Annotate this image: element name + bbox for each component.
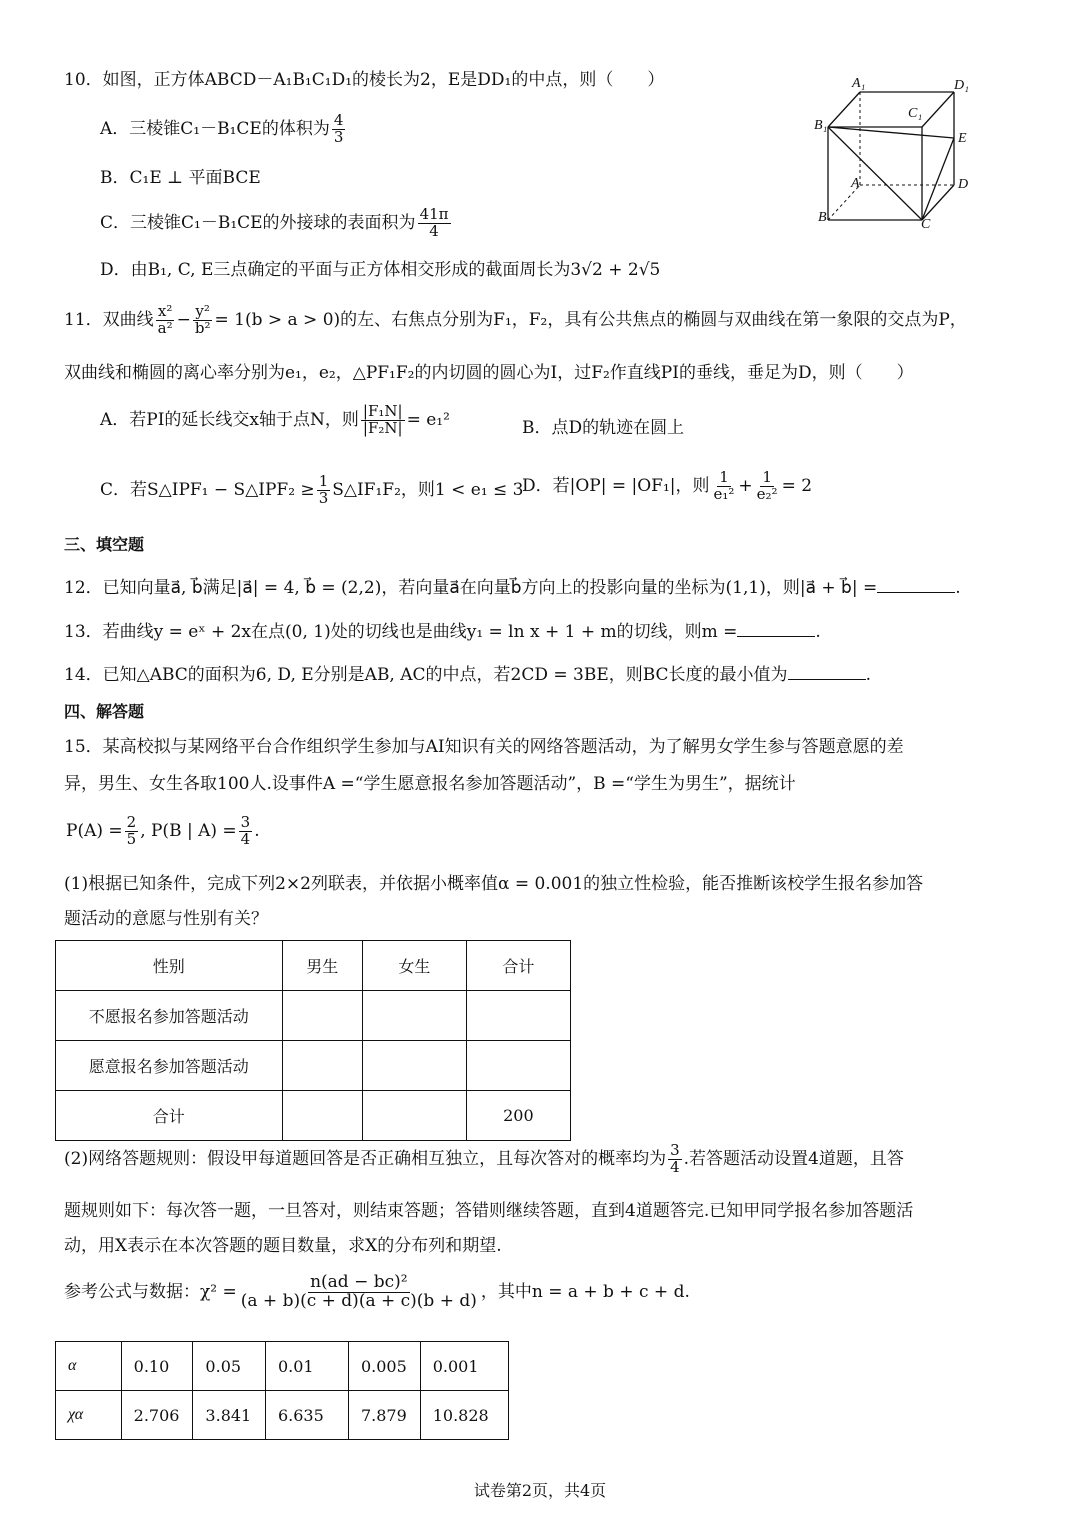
fig-label-d: D [958, 177, 969, 192]
q12-answer-blank[interactable] [877, 576, 955, 593]
q11-option-b: B．点D的轨迹在圆上 [522, 418, 685, 438]
q14: 14．已知△ABC的面积为6, D, E分别是AB, AC的中点，若2CD = 3BE，则BC长度的最小值为 . [64, 665, 871, 685]
reference-formula: 参考公式与数据：χ² = $\frac{\text{n(ad − bc)²}}{(a + b)(c + d)(a + c)(b + d)}$ ，其中n = a + b + c + d. [64, 1272, 690, 1311]
edge-b1e [828, 127, 954, 138]
table-header-cell: 女生 [362, 941, 466, 991]
q15-part2-line2: 题规则如下：每次答一题，一旦答对，则结束答题；答错则继续答题，直到4道题答完.已知甲同学报名参加答题活 [64, 1201, 914, 1221]
table-cell: α [56, 1342, 122, 1391]
table-cell: 愿意报名参加答题活动 [56, 1041, 283, 1091]
q11-option-c: C．若S△IPF₁ − S△IPF₂ ≥ $\frac{1}{3}$ S△IF₁F₂，则1 < e₁ ≤ 3 [100, 472, 524, 507]
table-cell: 0.10 [121, 1342, 193, 1391]
table-header-row [56, 941, 571, 991]
edge-cd [922, 185, 954, 220]
fig-label-c: C [921, 217, 931, 232]
q11-stem: 11．双曲线 $\frac{\text{x²}}{\text{a²}}$ − $\frac{\text{y²}}{\text{b²}}$ = 1(b > a > 0)的左、右焦点分别为F₁，F₂，具有公共焦点的椭圆与双曲线在第一象限的交点为P， [64, 302, 967, 337]
fig-label-d1: D₁ [954, 78, 969, 93]
table-row [56, 1041, 571, 1091]
q15-part2-line3: 动，用X表示在本次答题的题目数量，求X的分布列和期望. [64, 1236, 502, 1256]
table-cell: 0.01 [265, 1342, 348, 1391]
fig-label-a: A [851, 176, 860, 191]
q11-option-a: A．若PI的延长线交x轴于点N，则 $\frac{\text{|F₁N|}}{\text{|F₂N|}}$ = e₁² [100, 402, 450, 437]
table-row [56, 991, 571, 1041]
fig-label-b1: B₁ [814, 118, 828, 133]
table-cell: 6.635 [265, 1391, 348, 1440]
table-cell[interactable] [362, 1091, 466, 1141]
table-header-cell: 男生 [282, 941, 362, 991]
table-row [56, 1342, 509, 1391]
q10-stem: 10．如图，正方体ABCD－A₁B₁C₁D₁的棱长为2，E是DD₁的中点，则（ ） [64, 70, 665, 90]
table-cell: 2.706 [121, 1391, 193, 1440]
table-row [56, 1091, 571, 1141]
page-footer: 试卷第2页，共4页 [473, 1481, 607, 1500]
edge-c1d1 [922, 92, 954, 127]
table-row [56, 1391, 509, 1440]
table-cell: 0.005 [348, 1342, 420, 1391]
section-3-heading: 三、填空题 [64, 535, 145, 554]
fig-label-b: B [818, 210, 827, 225]
fig-label-a1: A₁ [852, 76, 866, 91]
q13-answer-blank[interactable] [737, 620, 815, 637]
table-cell: χα [56, 1391, 122, 1440]
fig-label-c1: C₁ [908, 106, 923, 121]
edge-b1c [828, 127, 922, 220]
table-cell: 0.001 [420, 1342, 508, 1391]
table-cell[interactable] [282, 991, 362, 1041]
q15-part1-line2: 题活动的意愿与性别有关？ [64, 909, 268, 929]
table-cell: 0.05 [193, 1342, 266, 1391]
q15-line1: 15．某高校拟与某网络平台合作组织学生参加与AI知识有关的网络答题活动，为了解男女学生参与答题意愿的差 [64, 737, 904, 757]
q10-option-d: D．由B₁, C, E三点确定的平面与正方体相交形成的截面周长为3√2 + 2√5 [100, 260, 661, 280]
table-cell[interactable] [466, 1041, 570, 1091]
q11-option-d: D．若|OP| = |OF₁|，则 $\frac{1}{\text{e₁²}}$ + $\frac{1}{\text{e₂²}}$ = 2 [522, 468, 813, 503]
table-cell[interactable] [282, 1091, 362, 1141]
q13: 13．若曲线y = eˣ + 2x在点(0, 1)处的切线也是曲线y₁ = ln x + 1 + m的切线，则m = . [64, 622, 821, 642]
q15-part2-line1: (2)网络答题规则：假设甲每道题回答是否正确相互独立，且每次答对的概率均为 $\frac{3}{4}$ .若答题活动设置4道题，且答 [64, 1141, 904, 1176]
table-cell: 200 [466, 1091, 570, 1141]
q10-option-c: C．三棱锥C₁－B₁CE的外接球的表面积为 $\frac{41\pi}{4}$ [100, 205, 449, 240]
table-cell[interactable] [362, 991, 466, 1041]
table-cell: 10.828 [420, 1391, 508, 1440]
table-cell: 7.879 [348, 1391, 420, 1440]
table-cell: 合计 [56, 1091, 283, 1141]
section-4-heading: 四、解答题 [64, 702, 145, 721]
q10-option-b: B．C₁E ⊥ 平面BCE [100, 168, 261, 188]
fig-label-e: E [958, 131, 967, 146]
q15-part1-line1: (1)根据已知条件，完成下列2×2列联表，并依据小概率值α = 0.001的独立性检验，能否推断该校学生报名参加答 [64, 874, 924, 894]
q15-probabilities: P(A) = $\frac{2}{5}$ , P(B | A) = $\frac{3}{4}$ . [66, 813, 260, 848]
table-cell[interactable] [466, 991, 570, 1041]
table-header-cell: 性别 [56, 941, 283, 991]
contingency-table [55, 940, 571, 1141]
table-header-cell: 合计 [466, 941, 570, 991]
q14-answer-blank[interactable] [788, 663, 866, 680]
q12: 12．已知向量a⃗, b⃗满足|a⃗| = 4, b⃗ = (2,2)，若向量a⃗在向量b⃗方向上的投影向量的坐标为(1,1)，则|a⃗ + b⃗| = . [64, 578, 961, 598]
table-cell: 不愿报名参加答题活动 [56, 991, 283, 1041]
edge-ce [922, 138, 954, 220]
table-cell[interactable] [362, 1041, 466, 1091]
table-cell[interactable] [282, 1041, 362, 1091]
edge-b1a1 [828, 92, 860, 127]
q15-line2: 异，男生、女生各取100人.设事件A =“学生愿意报名参加答题活动”，B =“学生为男生”，据统计 [64, 774, 796, 794]
q11-line2: 双曲线和椭圆的离心率分别为e₁，e₂，△PF₁F₂的内切圆的圆心为I，过F₂作直线PI的垂线，垂足为D，则（ ） [64, 363, 914, 383]
cube-figure [810, 72, 980, 237]
q10-option-a: A．三棱锥C₁－B₁CE的体积为 $\frac{4}{3}$ [100, 111, 344, 146]
table-cell: 3.841 [193, 1391, 266, 1440]
critical-value-table [55, 1341, 509, 1440]
